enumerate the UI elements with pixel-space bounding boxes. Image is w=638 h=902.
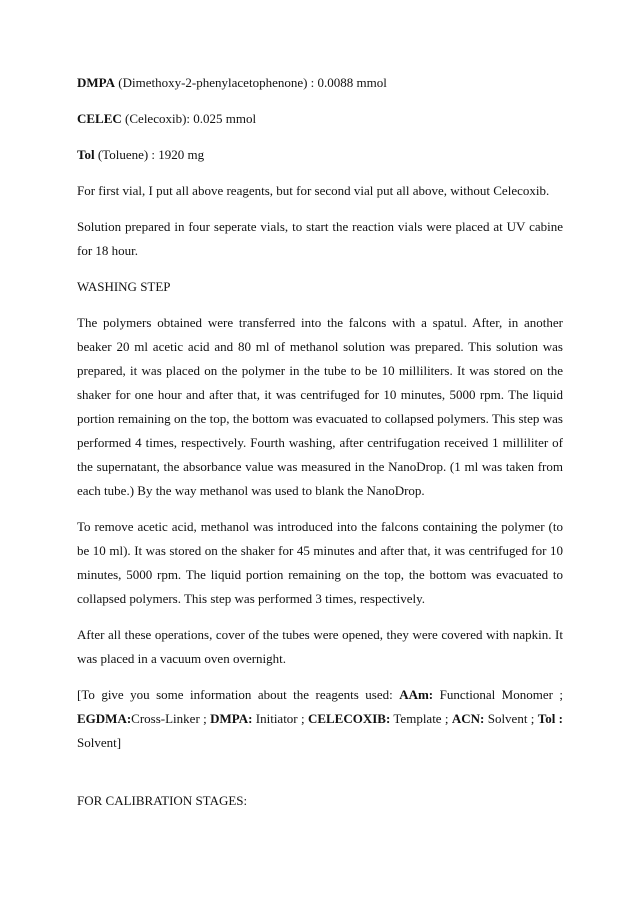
solution-paragraph: Solution prepared in four seperate vials, to start the reaction vials were placed at UV cabine for 18 hour. [77, 219, 563, 258]
info-intro: [To give you some information about the reagents used: [77, 687, 400, 702]
washing-paragraph-1: The polymers obtained were transferred into the falcons with a spatul. After, in another beaker 20 ml acetic acid and 80 ml of methanol solution was prepared. This solution was prepared, it was placed on the polymer in the tube to be 10 milliliters. It was stored on the shaker for one hour and after that, it was centrifuged for 10 minutes, 5000 rpm. The liquid portion remaining on the top, the bottom was evacuated to collapsed polymers. This step was performed 4 times, respectively. Fourth washing, after centrifugation received 1 milliliter of the supernatant, the absorbance value was measured in the NanoDrop. (1 ml was taken from each tube.) By the way methanol was used to blank the NanoDrop. [77, 315, 563, 498]
info-abbr: DMPA: [210, 711, 253, 726]
reagent-line-tol [77, 143, 563, 167]
info-detail: Cross-Linker ; [131, 711, 211, 726]
reagent-abbr: CELEC [77, 111, 122, 126]
reagent-line-celec [77, 107, 563, 131]
reagent-info-paragraph [77, 683, 563, 755]
info-detail: Functional Monomer ; [433, 687, 563, 702]
reagent-detail: (Dimethoxy-2-phenylacetophenone) : 0.0088 mmol [115, 75, 387, 90]
info-abbr: ACN: [451, 711, 485, 726]
after-operations-paragraph: After all these operations, cover of the tubes were opened, they were covered with napkin. It was placed in a vacuum oven overnight. [77, 627, 563, 666]
info-detail: Initiator ; [252, 711, 308, 726]
info-abbr: CELECOXIB: [307, 711, 391, 726]
info-abbr: Tol : [537, 711, 563, 726]
reagent-detail: (Toluene) : 1920 mg [94, 147, 205, 162]
washing-heading: WASHING STEP [77, 279, 171, 294]
info-abbr: AAm: [399, 687, 434, 702]
info-detail: Solvent ; [484, 711, 538, 726]
reagent-abbr: Tol [77, 147, 95, 162]
document-body [77, 71, 563, 767]
reagent-detail: (Celecoxib): 0.025 mmol [121, 111, 257, 126]
info-detail: Solvent] [77, 735, 122, 750]
info-detail: Template ; [390, 711, 452, 726]
reagent-abbr: DMPA [77, 75, 116, 90]
calibration-heading: FOR CALIBRATION STAGES: [77, 793, 248, 808]
info-abbr: EGDMA: [77, 711, 132, 726]
reagent-line-dmpa [77, 71, 563, 95]
vials-paragraph: For first vial, I put all above reagents, but for second vial put all above, without Celecoxib. [77, 183, 550, 198]
washing-paragraph-2: To remove acetic acid, methanol was introduced into the falcons containing the polymer (to be 10 ml). It was stored on the shaker for 45 minutes and after that, it was centrifuged for 10 minutes, 5000 rpm. The liquid portion remaining on the top, the bottom was evacuated to collapsed polymers. This step was performed 3 times, respectively. [77, 519, 563, 606]
